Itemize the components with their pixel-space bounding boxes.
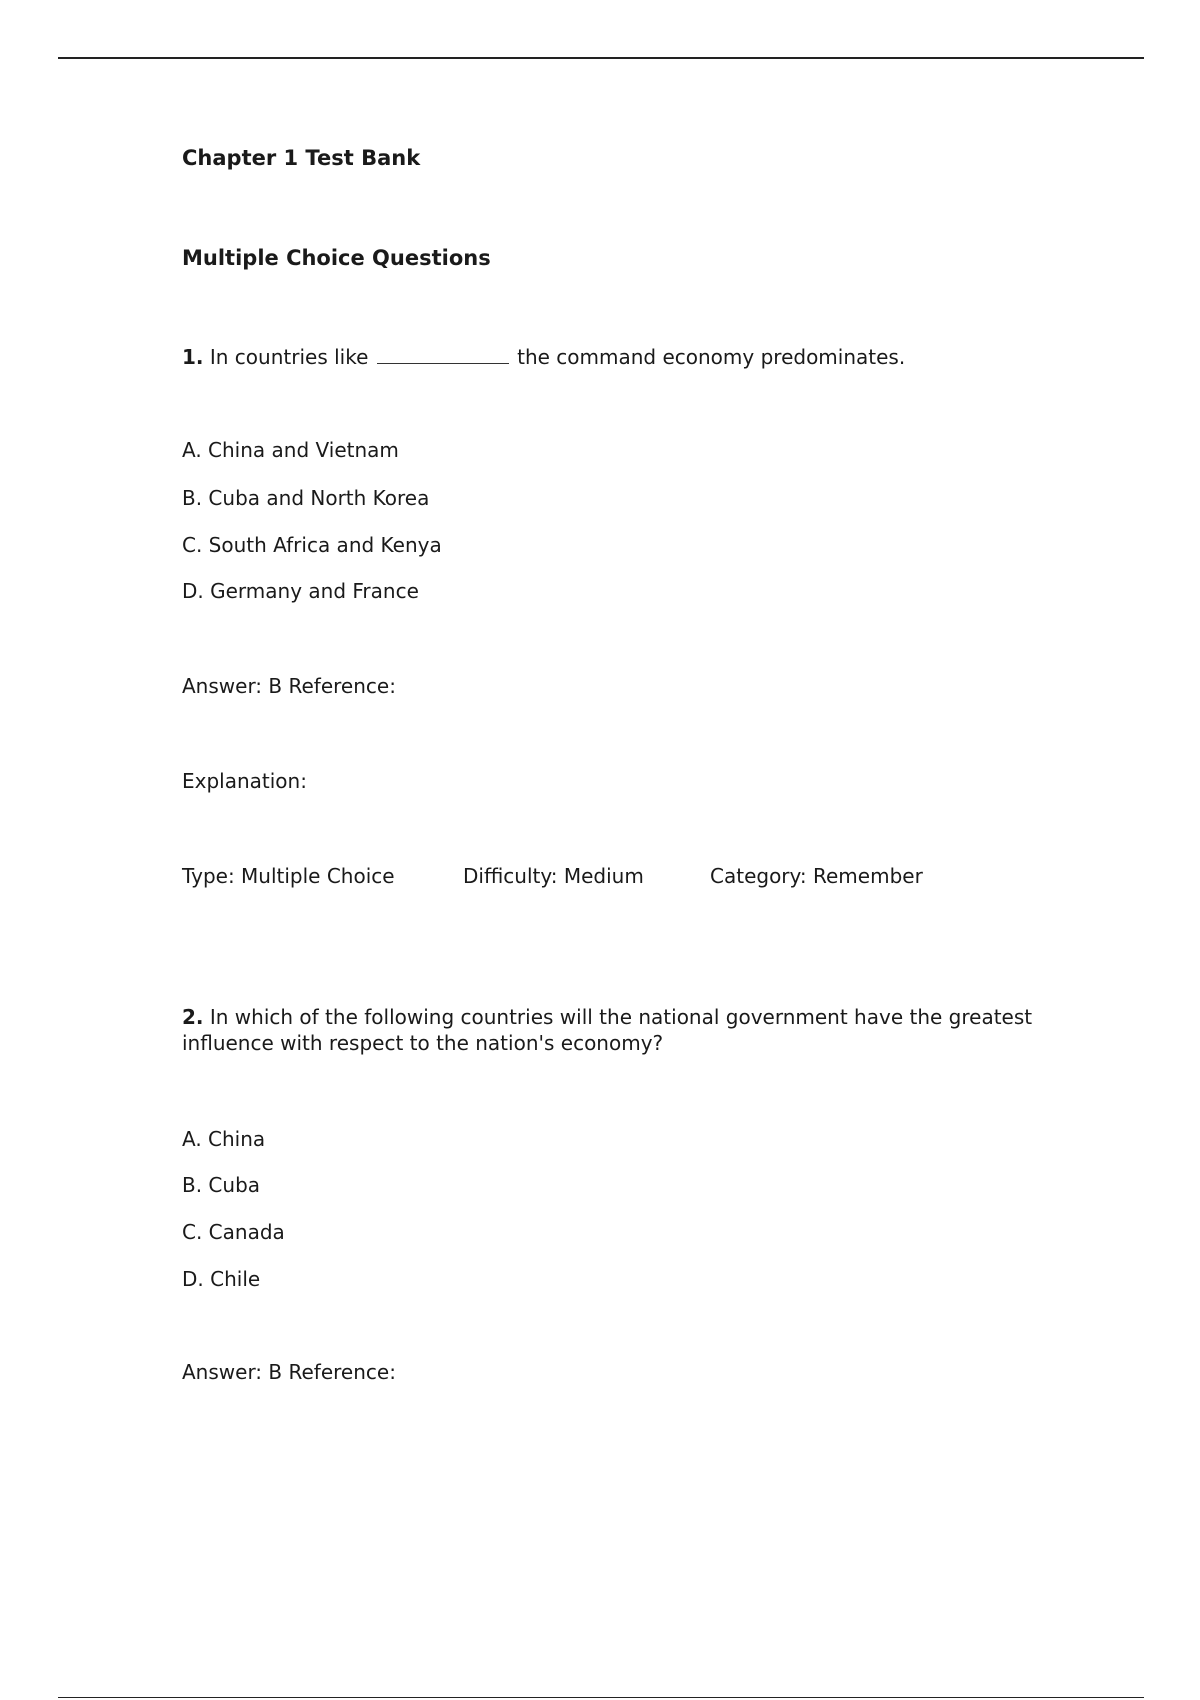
page-title: Chapter 1 Test Bank [182, 146, 421, 170]
question-1-stem [182, 344, 905, 370]
question-stem-before: In countries like [209, 345, 369, 369]
option-a: A. China [182, 1127, 266, 1151]
fill-in-blank [377, 345, 509, 364]
question-number: 2. [182, 1005, 204, 1029]
option-b: B. Cuba and North Korea [182, 486, 430, 510]
question-stem-after: the command economy predominates. [517, 345, 906, 369]
option-c: C. Canada [182, 1220, 285, 1244]
question-2-stem [182, 1004, 1062, 1056]
question-category: Category: Remember [710, 864, 923, 888]
explanation-line: Explanation: [182, 769, 307, 793]
answer-line: Answer: B Reference: [182, 1360, 396, 1384]
question-stem: In which of the following countries will the national government have the greatest influence with respect to the nation's economy? [182, 1005, 1033, 1055]
question-type: Type: Multiple Choice [182, 864, 395, 888]
option-c: C. South Africa and Kenya [182, 533, 442, 557]
bottom-rule [58, 1697, 1144, 1698]
option-d: D. Germany and France [182, 579, 419, 603]
question-meta [182, 863, 923, 889]
question-number: 1. [182, 345, 204, 369]
section-heading: Multiple Choice Questions [182, 246, 491, 270]
answer-line: Answer: B Reference: [182, 674, 396, 698]
top-rule [58, 57, 1144, 59]
question-difficulty: Difficulty: Medium [463, 864, 644, 888]
option-b: B. Cuba [182, 1173, 261, 1197]
option-a: A. China and Vietnam [182, 438, 399, 462]
option-d: D. Chile [182, 1267, 261, 1291]
